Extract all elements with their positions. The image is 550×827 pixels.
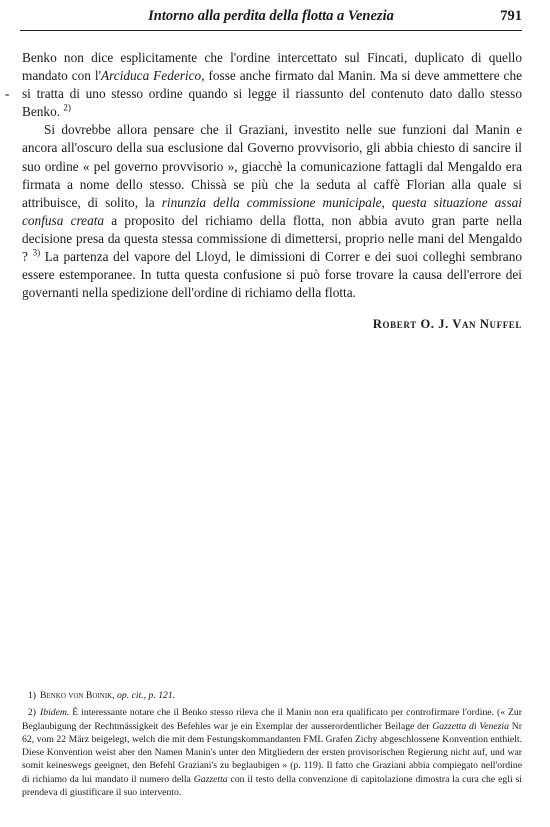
paragraph-2-text-a: Si dovrebbe allora pensare che il Graziani, investito nelle sue funzioni dal Manin e ancora all'oscuro della sua esclusione dal Governo provvisorio, gli abbia chiesto di sancire il suo ordine « pel governo provvisorio », giacchè la comunicazione fattagli dal Mengaldo era firmata a nome dello stesso. Chissà se più che la seduta al caffè Florian alla quale si attribuisce, di solito, la [22,122,522,210]
footnote-1 [22,689,522,702]
page-header [20,8,522,31]
paragraph-1-italic: Arciduca Federico [100,68,202,84]
page-number: 791 [500,8,522,24]
footnote-1-author: Benko von Boinik [40,690,113,701]
footnote-2-text-c: con il testo della convenzione di capitolazione dimostra la cura che egli si prendeva di giustificare il suo intervento. [22,773,522,799]
paragraph-2-italic: rinunzia della commissione municipale, questa situazione assai confusa creata [22,194,522,228]
footnote-1-reference: , op. cit., p. 121. [112,690,176,701]
margin-mark: - [5,86,10,101]
footnote-ref-2: 2) [63,102,71,113]
paragraph-2-text-b: a proposito del richiamo della flotta, non abbia avuto gran parte nella decisione presa da questa stessa commissione di dimettersi, proprio nelle mani del Mengaldo ? [22,212,522,265]
paragraph-2 [22,121,522,302]
running-title: Intorno alla perdita della flotta a Venezia [148,8,394,24]
footnote-2 [22,706,522,799]
footnote-2-text-b: Nr 62, vom 22 März beigelegt, welch die mit dem Festungskommandanten FML Grafen Zichy abgeschlossene Konvention enthielt. Diese Konvention weist aber den Namen Manin's unter den Mitgliedern der ersten provisorischen Regierung nicht auf, und war somit keineswegs geeignet, den Befehl Graziani's zu beglaubigen » (p. 119). Il fatto che Graziani abbia compiegato nell'ordine di richiamo da lui mandato il numero della [22,720,522,785]
paragraph-1-text-b: , fosse anche firmato dal Manin. Ma si deve ammettere che si tratta di uno stesso ordine quando si legge il riassunto del contenuto dato dallo stesso Benko. [22,68,522,120]
footnote-2-journal-short: Gazzetta [193,773,228,785]
footnotes [22,689,522,799]
paragraph-1-text-a: Benko non dice esplicitamente che l'ordine intercettato sul Fincati, duplicato di quello mandato con l' [22,50,522,84]
footnote-2-lead: Ibidem. [40,707,70,719]
footnote-1-number: 1) [27,690,36,701]
footnote-2-number: 2) [27,707,36,719]
footnote-2-text-a: È interessante notare che il Benko stesso rileva che il Manin non era qualificato per controfirmare l'ordine. (« Zur Beglaubigung der Rechtmässigkeit des Befehles war je ein Exemplar der ausserordentlicher Beilage der [22,707,522,732]
body-text [22,49,522,302]
paragraph-2-text-c: La partenza del vapore del Lloyd, le dimissioni di Correr e dei suoi colleghi sembrano essere estemporanee. In tutta questa confusione si può forse trovare la causa dell'errore dei governanti nella spedizione dell'ordine di richiamo della flotta. [22,249,523,301]
footnote-2-journal: Gazzetta di Venezia [432,720,509,732]
footnote-ref-3: 3) [32,247,41,258]
author-signature: Robert O. J. Van Nuffel [372,317,522,331]
paragraph-1 [22,49,522,121]
